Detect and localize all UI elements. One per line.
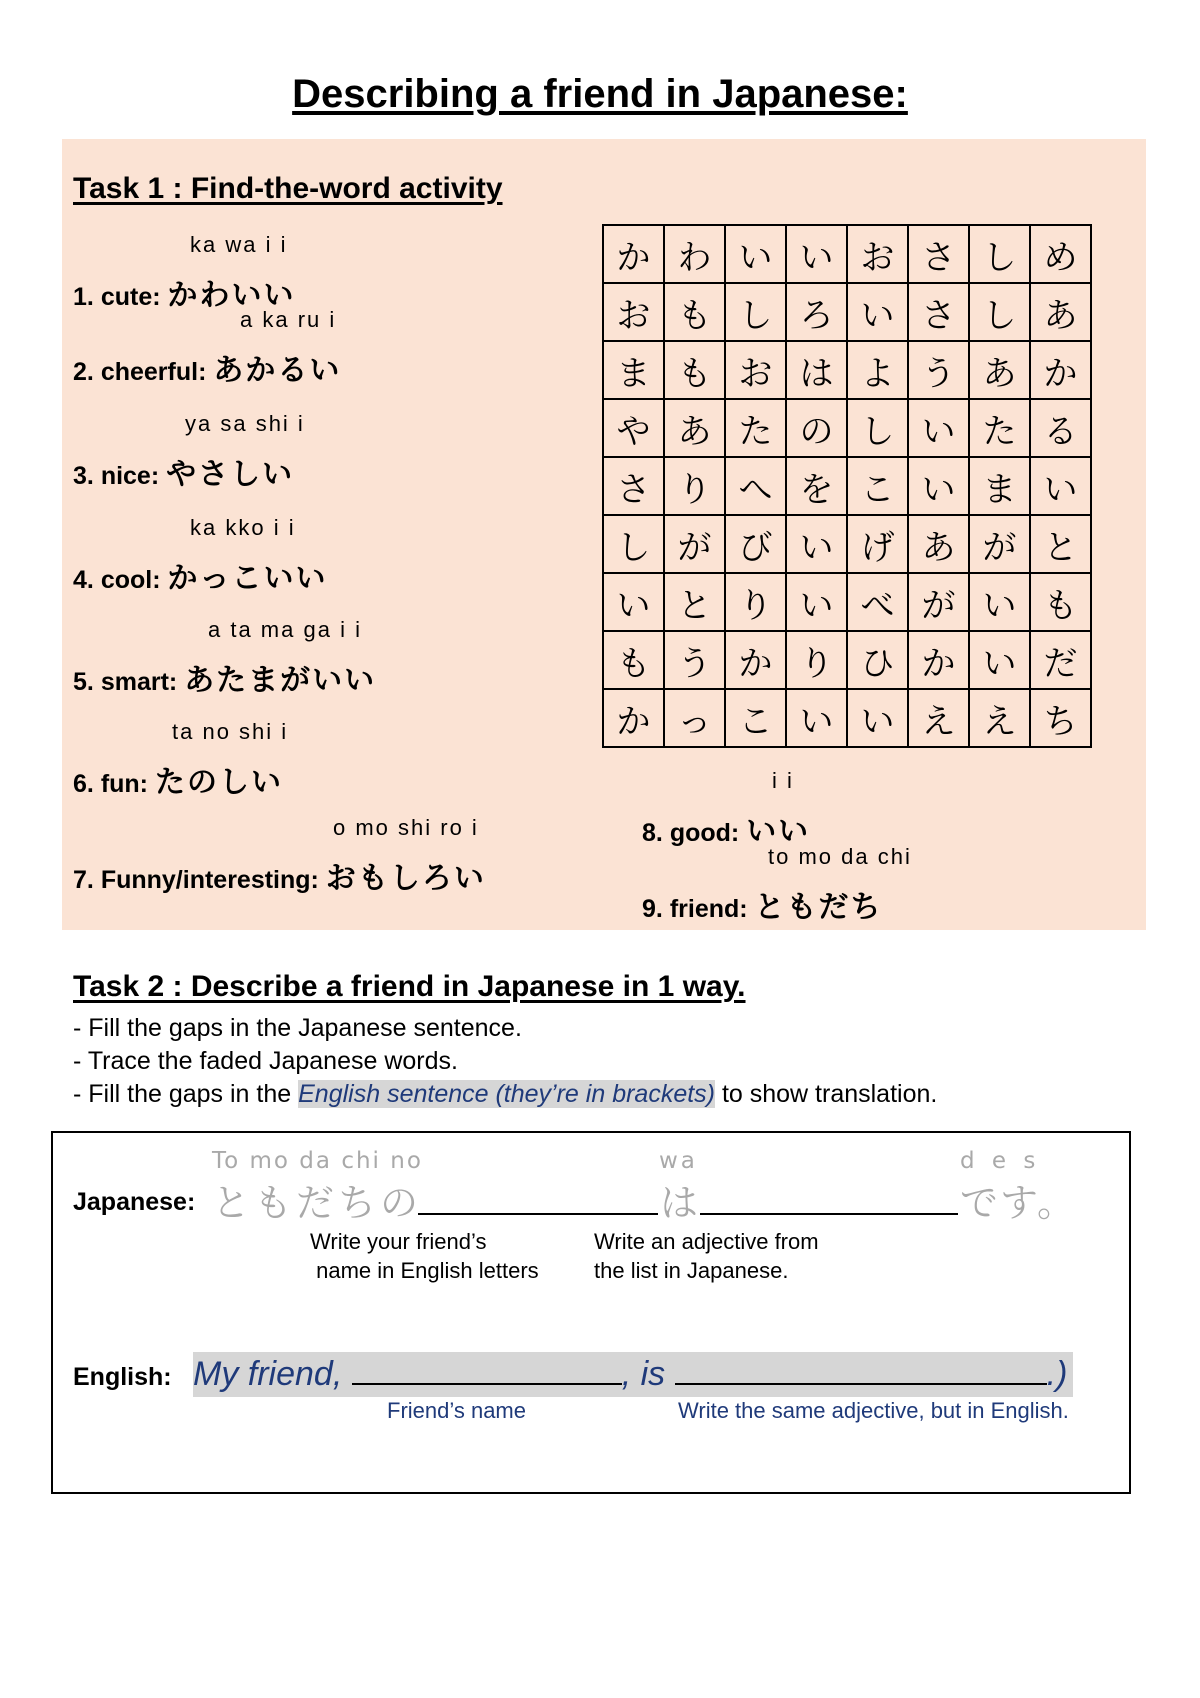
- adjective-blank[interactable]: [700, 1213, 958, 1215]
- vocab-japanese: いい: [746, 814, 811, 849]
- vocab-line: [642, 882, 883, 926]
- vocab-reading: to mo da chi: [768, 844, 912, 869]
- vocab-english: good:: [669, 819, 740, 847]
- vocab-japanese: かわいい: [167, 278, 296, 313]
- grid-row: [603, 515, 1091, 573]
- grid-cell[interactable]: い: [786, 225, 847, 283]
- trace-desu: です。: [960, 1181, 1077, 1225]
- vocab-japanese: ともだち: [754, 890, 883, 925]
- vocab-number: 1.: [73, 283, 94, 311]
- grid-row: [603, 225, 1091, 283]
- grid-cell[interactable]: お: [725, 341, 786, 399]
- vocab-english: fun:: [100, 770, 149, 798]
- grid-row: [603, 283, 1091, 341]
- grid-cell[interactable]: い: [908, 457, 969, 515]
- grid-cell[interactable]: や: [603, 399, 664, 457]
- instruction-line: - Trace the faded Japanese words.: [73, 1047, 458, 1075]
- grid-cell[interactable]: ろ: [786, 283, 847, 341]
- vocab-english: cheerful:: [100, 358, 207, 386]
- grid-cell[interactable]: あ: [664, 399, 725, 457]
- grid-cell[interactable]: が: [664, 515, 725, 573]
- vocab-reading: ka kko i i: [190, 515, 296, 540]
- vocab-english: Funny/interesting:: [100, 866, 319, 894]
- vocab-english: cool:: [100, 566, 161, 594]
- grid-cell[interactable]: が: [908, 573, 969, 631]
- grid-cell[interactable]: え: [969, 689, 1030, 747]
- grid-cell[interactable]: し: [969, 225, 1030, 283]
- grid-cell[interactable]: お: [603, 283, 664, 341]
- grid-row: [603, 399, 1091, 457]
- english-label: English:: [73, 1363, 172, 1391]
- vocab-line: [73, 553, 327, 597]
- hint-adjective: Write an adjective from the list in Japanese.: [594, 1229, 819, 1283]
- grid-cell[interactable]: め: [1030, 225, 1091, 283]
- instruction-highlight: English sentence (they’re in brackets): [298, 1080, 715, 1108]
- grid-cell[interactable]: あ: [969, 341, 1030, 399]
- japanese-label: Japanese:: [73, 1188, 196, 1216]
- reading-wa: wa: [659, 1148, 698, 1174]
- grid-cell[interactable]: た: [725, 399, 786, 457]
- grid-cell[interactable]: り: [664, 457, 725, 515]
- page-title: Describing a friend in Japanese:: [292, 72, 908, 116]
- grid-row: [603, 573, 1091, 631]
- vocab-reading: a ka ru i: [240, 307, 337, 332]
- grid-cell[interactable]: い: [969, 631, 1030, 689]
- english-name-blank[interactable]: [352, 1383, 622, 1385]
- instruction-text: - Fill the gaps in the: [73, 1080, 299, 1108]
- vocab-reading: i i: [772, 768, 794, 793]
- grid-cell[interactable]: り: [725, 573, 786, 631]
- vocab-english: friend:: [669, 895, 748, 923]
- grid-cell[interactable]: ち: [1030, 689, 1091, 747]
- instruction-text: to show translation.: [715, 1080, 938, 1108]
- grid-cell[interactable]: い: [969, 573, 1030, 631]
- grid-cell[interactable]: か: [603, 225, 664, 283]
- grid-cell[interactable]: か: [603, 689, 664, 747]
- vocab-english: nice:: [100, 462, 160, 490]
- vocab-line: [73, 655, 376, 699]
- grid-cell[interactable]: も: [603, 631, 664, 689]
- grid-cell[interactable]: り: [786, 631, 847, 689]
- grid-cell[interactable]: よ: [847, 341, 908, 399]
- task2-heading: Task 2 : Describe a friend in Japanese in 1 way.: [73, 970, 746, 1003]
- grid-cell[interactable]: こ: [725, 689, 786, 747]
- reading-tomodachino: To mo da chi no: [212, 1148, 423, 1174]
- vocab-line: [73, 345, 341, 389]
- vocab-number: 6.: [73, 770, 94, 798]
- grid-cell[interactable]: あ: [1030, 283, 1091, 341]
- grid-cell[interactable]: え: [908, 689, 969, 747]
- grid-cell[interactable]: い: [786, 689, 847, 747]
- vocab-english: cute:: [100, 283, 161, 311]
- grid-cell[interactable]: お: [847, 225, 908, 283]
- grid-cell[interactable]: と: [664, 573, 725, 631]
- grid-cell[interactable]: か: [908, 631, 969, 689]
- grid-row: [603, 689, 1091, 747]
- grid-cell[interactable]: を: [786, 457, 847, 515]
- vocab-japanese: あたまがいい: [184, 663, 377, 698]
- grid-cell[interactable]: し: [969, 283, 1030, 341]
- grid-cell[interactable]: べ: [847, 573, 908, 631]
- vocab-number: 7.: [73, 866, 94, 894]
- grid-cell[interactable]: い: [847, 283, 908, 341]
- vocab-line: [73, 853, 486, 897]
- grid-cell[interactable]: か: [725, 631, 786, 689]
- grid-cell[interactable]: げ: [847, 515, 908, 573]
- vocab-japanese: やさしい: [166, 457, 295, 492]
- english-sentence: [193, 1352, 1067, 1397]
- grid-cell[interactable]: さ: [908, 225, 969, 283]
- grid-cell[interactable]: う: [664, 631, 725, 689]
- grid-cell[interactable]: が: [969, 515, 1030, 573]
- grid-cell[interactable]: し: [603, 515, 664, 573]
- vocab-number: 8.: [642, 819, 663, 847]
- instruction-line: [73, 1078, 937, 1111]
- vocab-reading: o mo shi ro i: [333, 815, 479, 840]
- english-suffix: .): [1046, 1355, 1068, 1393]
- vocab-japanese: おもしろい: [325, 861, 486, 896]
- grid-cell[interactable]: い: [786, 573, 847, 631]
- hint-english-name: Friend’s name: [387, 1398, 526, 1423]
- vocab-line: [73, 449, 294, 493]
- grid-cell[interactable]: し: [725, 283, 786, 341]
- task2-instructions: [73, 1012, 937, 1111]
- vocab-line: [73, 757, 283, 801]
- grid-cell[interactable]: い: [1030, 457, 1091, 515]
- vocab-reading: ta no shi i: [172, 719, 289, 744]
- grid-cell[interactable]: さ: [908, 283, 969, 341]
- grid-cell[interactable]: い: [847, 689, 908, 747]
- grid-cell[interactable]: か: [1030, 341, 1091, 399]
- grid-cell[interactable]: い: [603, 573, 664, 631]
- grid-cell[interactable]: ま: [969, 457, 1030, 515]
- trace-tomodachino: ともだちの: [212, 1181, 423, 1225]
- grid-cell[interactable]: も: [664, 341, 725, 399]
- grid-cell[interactable]: も: [1030, 573, 1091, 631]
- grid-cell[interactable]: こ: [847, 457, 908, 515]
- grid-cell[interactable]: だ: [1030, 631, 1091, 689]
- grid-cell[interactable]: へ: [725, 457, 786, 515]
- grid-row: [603, 457, 1091, 515]
- grid-cell[interactable]: わ: [664, 225, 725, 283]
- english-middle: , is: [621, 1355, 675, 1393]
- grid-cell[interactable]: い: [725, 225, 786, 283]
- english-prefix: My friend,: [193, 1355, 352, 1393]
- vocab-number: 4.: [73, 566, 94, 594]
- word-search-grid: [602, 224, 1092, 748]
- grid-cell[interactable]: し: [847, 399, 908, 457]
- vocab-number: 5.: [73, 668, 94, 696]
- grid-cell[interactable]: ま: [603, 341, 664, 399]
- friend-name-blank[interactable]: [418, 1213, 658, 1215]
- hint-friend-name: Write your friend’s name in English letters: [310, 1229, 539, 1283]
- task1-heading: Task 1 : Find-the-word activity: [73, 172, 503, 205]
- grid-cell[interactable]: る: [1030, 399, 1091, 457]
- reading-desu: d e s: [960, 1148, 1041, 1174]
- vocab-number: 3.: [73, 462, 94, 490]
- vocab-reading: ya sa shi i: [185, 411, 305, 436]
- grid-cell[interactable]: っ: [664, 689, 725, 747]
- grid-cell[interactable]: ひ: [847, 631, 908, 689]
- grid-cell[interactable]: び: [725, 515, 786, 573]
- grid-cell[interactable]: さ: [603, 457, 664, 515]
- trace-wa: は: [660, 1181, 699, 1225]
- grid-cell[interactable]: う: [908, 341, 969, 399]
- vocab-number: 2.: [73, 358, 94, 386]
- vocab-english: smart:: [100, 668, 178, 696]
- grid-row: [603, 631, 1091, 689]
- grid-row: [603, 341, 1091, 399]
- english-adjective-blank[interactable]: [675, 1383, 1047, 1385]
- instruction-line: - Fill the gaps in the Japanese sentence.: [73, 1014, 522, 1042]
- vocab-reading: ka wa i i: [190, 232, 288, 257]
- grid-cell[interactable]: の: [786, 399, 847, 457]
- vocab-japanese: かっこいい: [167, 561, 328, 596]
- grid-cell[interactable]: も: [664, 283, 725, 341]
- vocab-number: 9.: [642, 895, 663, 923]
- grid-cell[interactable]: た: [969, 399, 1030, 457]
- vocab-reading: a ta ma ga i i: [208, 617, 362, 642]
- grid-cell[interactable]: と: [1030, 515, 1091, 573]
- vocab-japanese: あかるい: [213, 353, 342, 388]
- grid-cell[interactable]: い: [786, 515, 847, 573]
- grid-cell[interactable]: い: [908, 399, 969, 457]
- vocab-japanese: たのしい: [154, 765, 283, 800]
- grid-cell[interactable]: は: [786, 341, 847, 399]
- hint-english-adjective: Write the same adjective, but in English.: [678, 1398, 1069, 1423]
- grid-cell[interactable]: あ: [908, 515, 969, 573]
